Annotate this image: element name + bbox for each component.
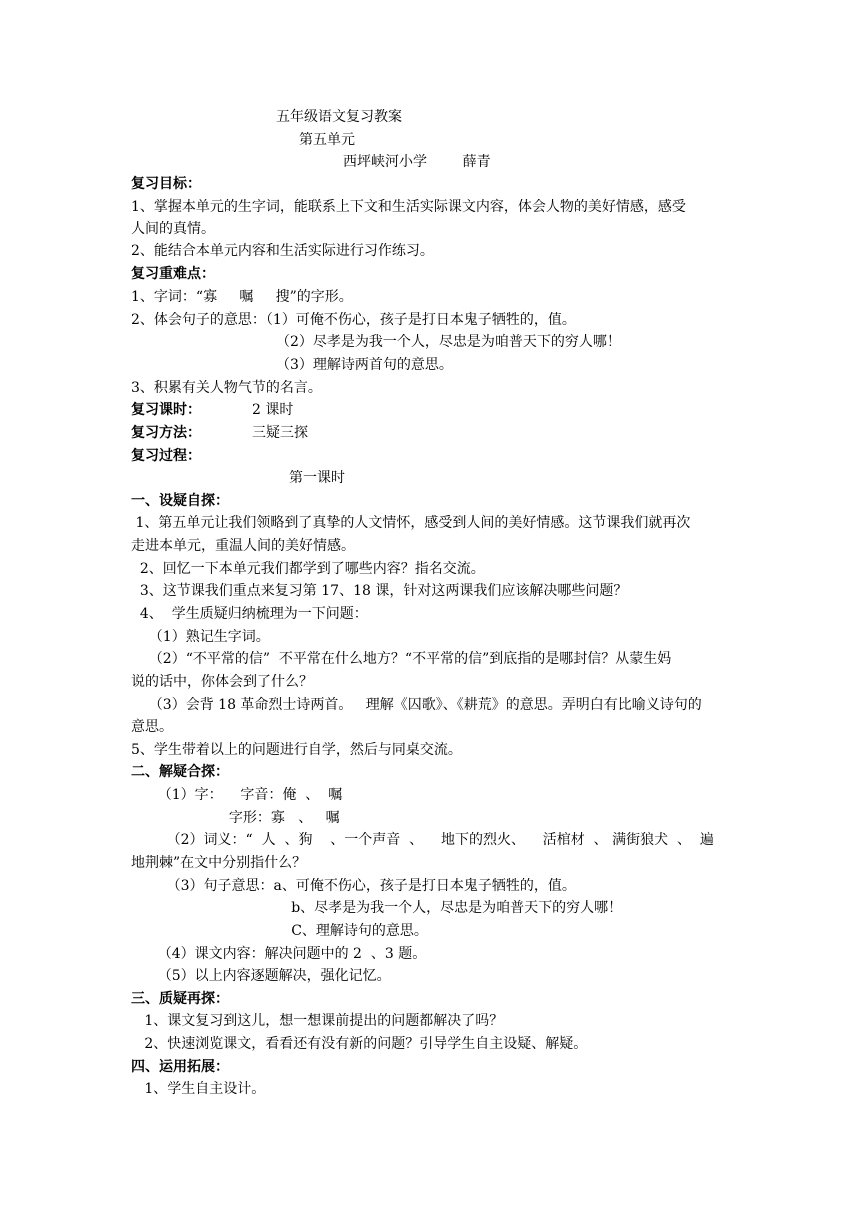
section-heading-key-points: 复习重难点： — [131, 266, 215, 282]
class-hours-value: 2 课时 — [252, 402, 294, 418]
part-2-line-3: （2）词义：“ 人 、狗 、一个声音 、 地下的烈火、 活棺材 、 满街狼犬 、 遍 — [131, 832, 714, 848]
part-2-line-2: 字形：寡 、 嘱 — [131, 810, 340, 826]
objective-2: 2、能结合本单元内容和生活实际进行习作练习。 — [131, 243, 434, 259]
part-1-line-10: 意思。 — [131, 719, 173, 735]
part-1-line-3: 2、回忆一下本单元我们都学到了哪些内容？指名交流。 — [131, 561, 485, 577]
part-2-line-9: （5）以上内容逐题解决，强化记忆。 — [131, 968, 391, 984]
key-point-2-sub-3: （3）理解诗两首句的意思。 — [276, 357, 453, 373]
part-2-line-7: C、理解诗句的意思。 — [131, 923, 428, 939]
part-1-line-7: （2）“不平常的信” 不平常在什么地方？“不平常的信”到底指的是哪封信？从蒙生妈 — [131, 651, 672, 667]
process-label: 复习过程： — [131, 448, 201, 464]
part-2-line-5: （3）句子意思：a、可俺不伤心，孩子是打日本鬼子牺牲的，值。 — [131, 878, 576, 894]
doc-title: 五年级语文复习教案 — [276, 109, 402, 125]
part-1-line-9: （3）会背 18 革命烈士诗两首。 理解《囚歌》、《耕荒》的意思。弄明白有比喻义诗句的 — [131, 697, 702, 713]
part-3-line-1: 1、课文复习到这儿，想一想课前提出的问题都解决了吗？ — [131, 1013, 504, 1029]
part-1-line-4: 3、这节课我们重点来复习第 17、18 课，针对这两课我们应该解决哪些问题？ — [131, 583, 628, 599]
key-point-1: 1、字词：“寡 嘱 搜”的字形。 — [131, 289, 353, 305]
doc-subtitle: 第五单元 — [299, 132, 355, 148]
key-point-2: 2、体会句子的意思：（1）可俺不伤心，孩子是打日本鬼子牺牲的，值。 — [131, 312, 576, 328]
first-lesson-heading: 第一课时 — [289, 470, 345, 486]
objective-1-line-2: 人间的真情。 — [131, 221, 215, 237]
part-1-line-8: 说的话中，你体会到了什么？ — [131, 674, 313, 690]
part-1-heading: 一、设疑自探： — [131, 493, 229, 509]
class-hours-label: 复习课时： — [131, 402, 201, 418]
part-1-line-5: 4、 学生质疑归纳梳理为一下问题： — [131, 606, 368, 622]
section-heading-objectives: 复习目标： — [131, 176, 201, 192]
part-4-heading: 四、运用拓展： — [131, 1059, 229, 1075]
part-3-heading: 三、质疑再探： — [131, 991, 229, 1007]
part-2-line-4: 地荆棘”在文中分别指什么？ — [131, 855, 307, 871]
part-1-line-6: （1）熟记生字词。 — [131, 629, 270, 645]
part-3-line-2: 2、快速浏览课文，看看还有没有新的问题？引导学生自主设疑、解疑。 — [131, 1036, 588, 1052]
objective-1-line-1: 1、掌握本单元的生字词，能联系上下文和生活实际课文内容，体会人物的美好情感，感受 — [131, 199, 686, 215]
part-1-line-1: 1、第五单元让我们领略到了真挚的人文情怀，感受到人间的美好情感。这节课我们就再次 — [131, 515, 691, 531]
part-1-line-2: 走进本单元，重温人间的美好情感。 — [131, 538, 355, 554]
doc-author-line: 西坪峡河小学 薛青 — [343, 154, 491, 170]
part-4-line-1: 1、学生自主设计。 — [131, 1081, 266, 1097]
key-point-2-sub-2: （2）尽孝是为我一个人，尽忠是为咱普天下的穷人哪！ — [276, 334, 621, 350]
key-point-3: 3、积累有关人物气节的名言。 — [131, 380, 322, 396]
part-2-heading: 二、解疑合探： — [131, 764, 229, 780]
part-2-line-8: （4）课文内容：解决问题中的 2 、3 题。 — [131, 946, 427, 962]
part-2-line-1: （1）字： 字音：俺 、 嘱 — [131, 787, 343, 803]
method-value: 三疑三探 — [252, 425, 308, 441]
method-label: 复习方法： — [131, 425, 201, 441]
part-2-line-6: b、尽孝是为我一个人，尽忠是为咱普天下的穷人哪！ — [131, 900, 623, 916]
part-1-line-11: 5、学生带着以上的问题进行自学，然后与同桌交流。 — [131, 742, 462, 758]
